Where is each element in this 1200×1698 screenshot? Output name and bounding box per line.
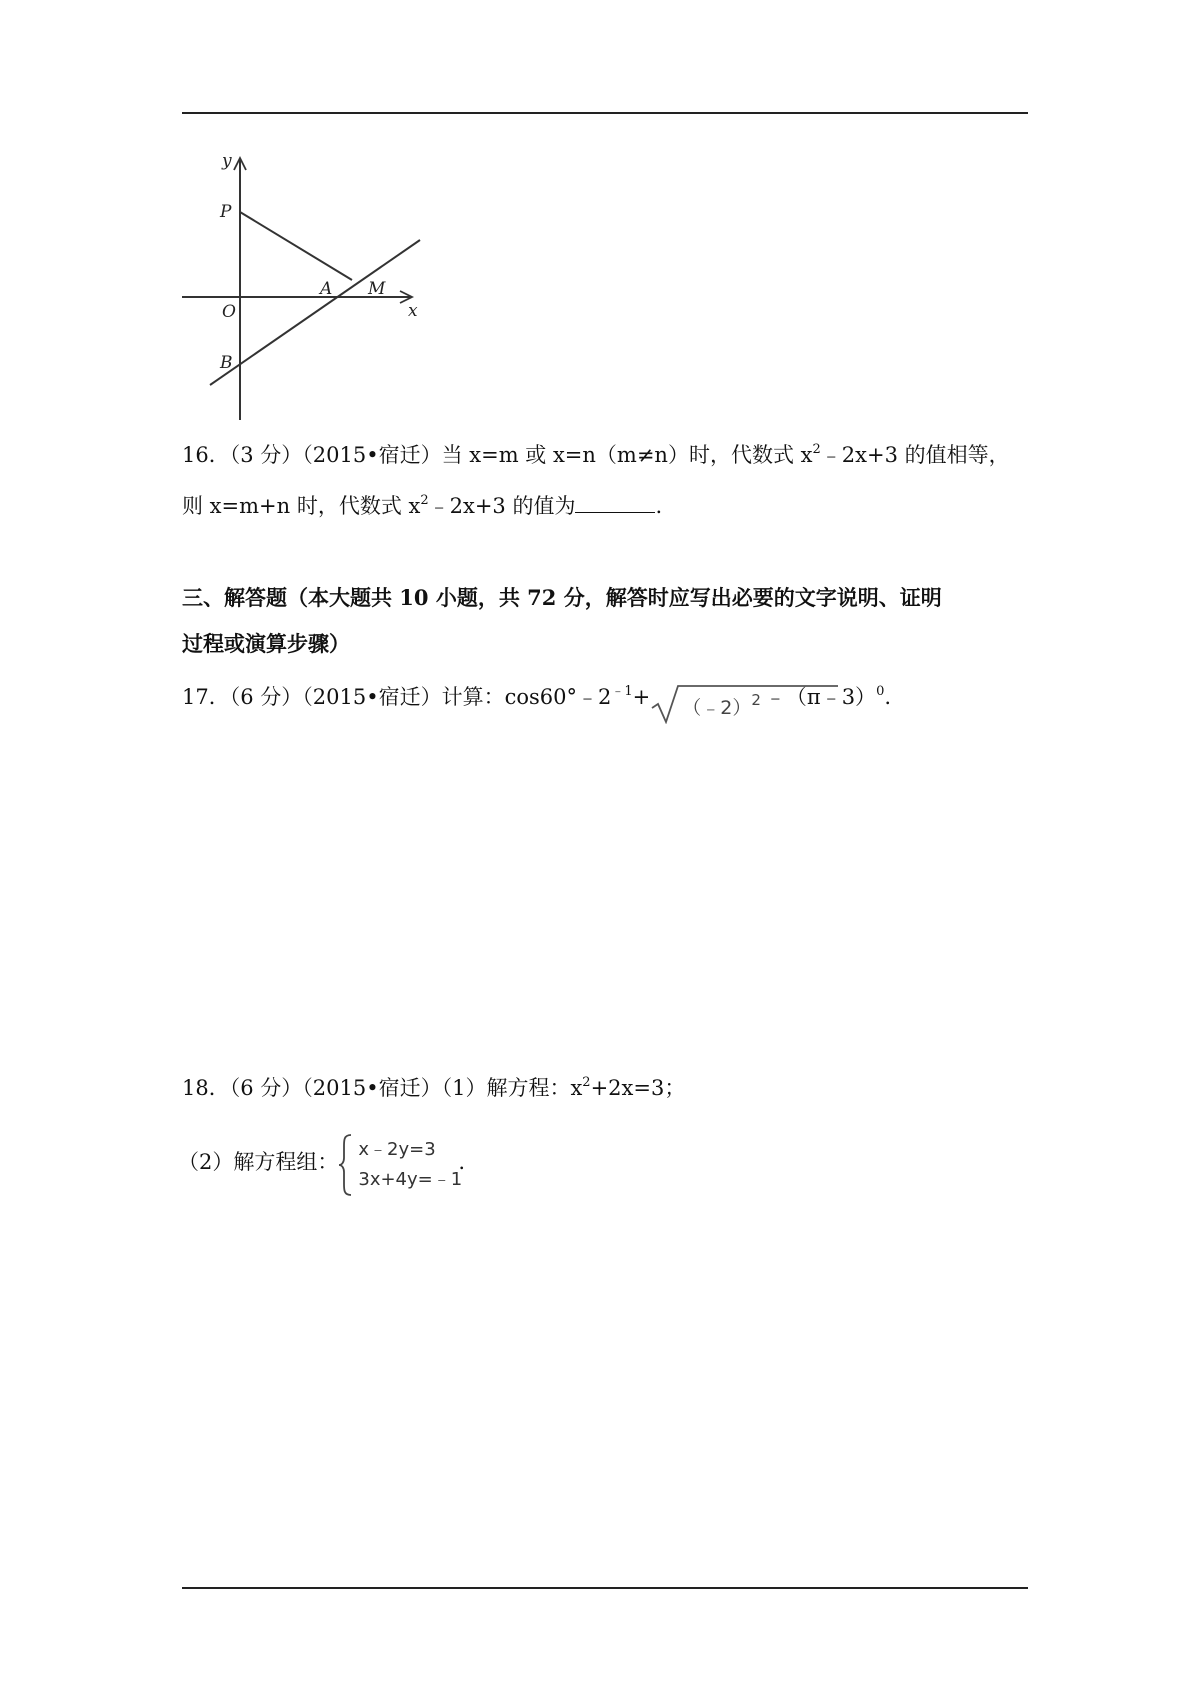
label-y: y — [222, 151, 232, 171]
q16-line-1-exponent: 2 — [812, 442, 821, 457]
radicand-exponent: 2 — [751, 691, 761, 709]
answer-blank — [575, 490, 655, 513]
q17-exponent-1: ﹣1 — [611, 684, 633, 699]
line-ab — [210, 240, 420, 385]
line-pm — [240, 212, 352, 280]
radicand: （﹣2） — [682, 697, 752, 719]
label-x: x — [408, 301, 418, 321]
q18-line-1 — [182, 1073, 685, 1103]
q18-line-2-end: . — [458, 1150, 466, 1174]
label-a: A — [320, 279, 333, 299]
q16-line-1 — [182, 440, 1010, 470]
q17-prefix: 17．（6 分）（2015•宿迁）计算：cos60°﹣2 — [182, 685, 612, 709]
label-b: B — [220, 353, 233, 373]
label-p: P — [220, 202, 232, 222]
section-3-heading-line-1: 三、解答题（本大题共 10 小题，共 72 分，解答时应写出必要的文字说明、证明 — [182, 585, 942, 610]
q17-end: . — [884, 685, 892, 709]
coordinate-figure — [180, 150, 430, 425]
footer-rule — [182, 1587, 1028, 1589]
q18-line-1-prefix: 18．（6 分）（2015•宿迁）（1）解方程：x — [182, 1076, 583, 1100]
section-3-heading-line-2: 过程或演算步骤） — [182, 631, 350, 656]
brace-icon — [338, 1134, 354, 1196]
equation-2: 3x+4y=﹣1 — [358, 1168, 463, 1190]
q16-line-2-mid: ﹣2x+3 的值为 — [428, 494, 576, 518]
q17-exponent-2: 0 — [876, 684, 885, 699]
sqrt-expression — [650, 688, 765, 720]
q16-line-2-exponent: 2 — [420, 493, 429, 508]
q18-line-1-exponent: 2 — [582, 1075, 591, 1090]
q18-line-2-prefix: （2）解方程组： — [178, 1150, 339, 1174]
equation-system — [338, 1134, 463, 1194]
equation-1: x﹣2y=3 — [358, 1138, 436, 1160]
figure-svg — [180, 150, 430, 425]
label-m: M — [368, 279, 386, 299]
header-rule — [182, 112, 1028, 114]
q16-line-2-prefix: 则 x=m+n 时，代数式 x — [182, 494, 421, 518]
q16-line-2 — [182, 490, 662, 521]
q16-line-2-end: . — [655, 494, 663, 518]
q16-line-1-prefix: 16．（3 分）（2015•宿迁）当 x=m 或 x=n（m≠n）时，代数式 x — [182, 443, 813, 467]
q17-line — [182, 682, 891, 720]
label-o: O — [222, 302, 236, 322]
q17-minus: ﹣（π﹣3） — [764, 685, 877, 709]
q18-line-1-suffix: +2x=3； — [590, 1076, 686, 1100]
q18-line-2 — [178, 1130, 465, 1194]
q16-line-1-suffix: ﹣2x+3 的值相等， — [820, 443, 1010, 467]
q17-plus: + — [632, 685, 651, 709]
